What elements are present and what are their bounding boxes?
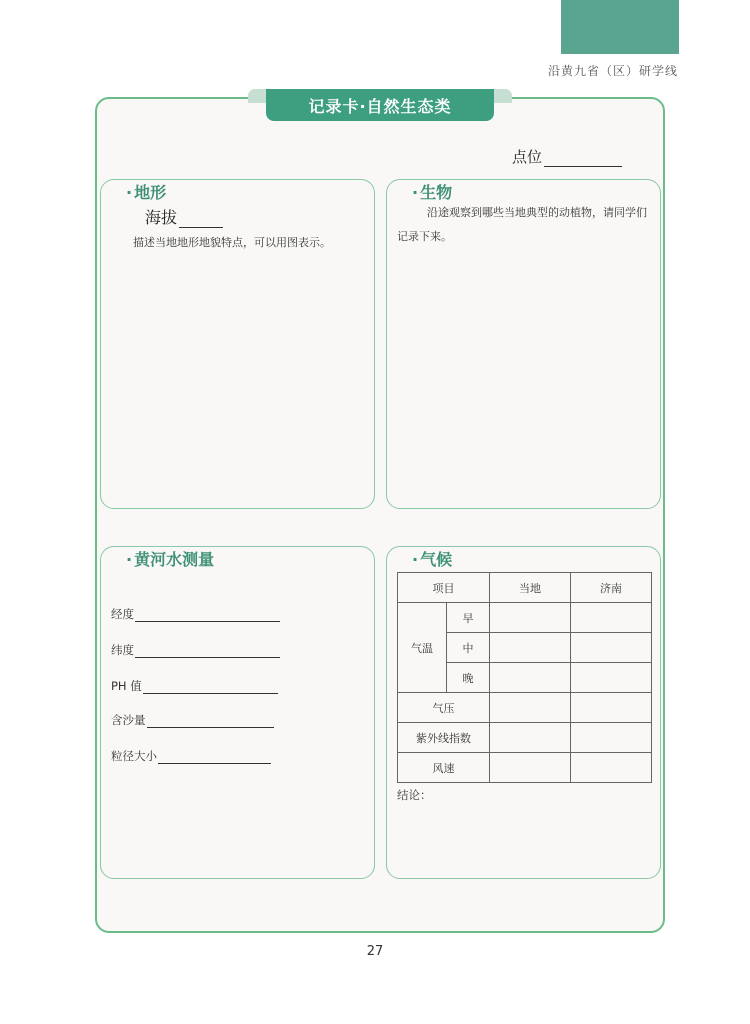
header-cell: 项目 (398, 573, 490, 603)
altitude-field (145, 205, 223, 228)
water-field-ph (111, 678, 278, 694)
row-label-cell: 紫外线指数 (398, 723, 490, 753)
water-field-sediment (111, 712, 274, 728)
data-cell[interactable] (490, 603, 571, 633)
card-title-banner (248, 89, 512, 123)
row-label-cell: 气压 (398, 693, 490, 723)
altitude-label: 海拔 (145, 208, 178, 227)
header-text: 沿黄九省（区）研学线 (547, 64, 678, 78)
terrain-description: 描述当地地形地貌特点，可以用图表示。 (133, 236, 331, 249)
card-title: 记录卡·自然生态类 (266, 89, 494, 121)
bullet-dot-icon: · (412, 550, 419, 569)
data-cell[interactable] (490, 723, 571, 753)
table-row (398, 573, 652, 603)
climate-panel (386, 546, 661, 879)
row-label-cell: 风速 (398, 753, 490, 783)
header-cell: 济南 (571, 573, 652, 603)
field-label: 纬度 (111, 643, 134, 657)
water-panel (100, 546, 375, 879)
data-cell[interactable] (490, 753, 571, 783)
data-cell[interactable] (571, 603, 652, 633)
bio-title-text: 生物 (420, 183, 453, 202)
field-input-line[interactable] (147, 714, 274, 728)
header-cell: 当地 (490, 573, 571, 603)
data-cell[interactable] (490, 663, 571, 693)
terrain-title (126, 180, 166, 203)
field-input-line[interactable] (135, 644, 280, 658)
water-field-latitude (111, 642, 280, 658)
bio-title (412, 180, 452, 203)
climate-table (397, 572, 652, 783)
water-title (126, 547, 214, 570)
data-cell[interactable] (490, 633, 571, 663)
climate-title-text: 气候 (420, 550, 453, 569)
point-label: 点位 (512, 148, 543, 166)
row-label-cell: 早 (447, 603, 490, 633)
altitude-input-line[interactable] (179, 211, 223, 228)
water-field-longitude (111, 606, 280, 622)
page-number: 27 (366, 944, 384, 959)
field-label: 粒径大小 (111, 749, 157, 763)
water-field-particle (111, 748, 271, 764)
data-cell[interactable] (490, 693, 571, 723)
field-label: 含沙量 (111, 713, 146, 727)
data-cell[interactable] (571, 633, 652, 663)
field-input-line[interactable] (158, 750, 271, 764)
field-label: PH 值 (111, 679, 142, 693)
field-input-line[interactable] (143, 680, 278, 694)
table-row (398, 603, 652, 633)
bio-panel (386, 179, 661, 509)
bullet-dot-icon: · (126, 183, 133, 202)
data-cell[interactable] (571, 663, 652, 693)
terrain-panel (100, 179, 375, 509)
point-input-line[interactable] (544, 150, 622, 167)
bio-description: 沿途观察到哪些当地典型的动植物，请同学们记录下来。 (397, 206, 647, 243)
data-cell[interactable] (571, 693, 652, 723)
field-input-line[interactable] (135, 608, 280, 622)
row-label-cell: 中 (447, 633, 490, 663)
data-cell[interactable] (571, 723, 652, 753)
point-field (512, 146, 622, 167)
header-tab (561, 0, 679, 54)
bullet-dot-icon: · (126, 550, 133, 569)
data-cell[interactable] (571, 753, 652, 783)
field-label: 经度 (111, 607, 134, 621)
climate-title (412, 547, 452, 570)
table-row (398, 753, 652, 783)
water-title-text: 黄河水测量 (134, 550, 215, 569)
terrain-title-text: 地形 (134, 183, 167, 202)
table-row (398, 723, 652, 753)
bullet-dot-icon: · (412, 183, 419, 202)
table-row (398, 693, 652, 723)
row-label-cell: 晚 (447, 663, 490, 693)
conclusion-label: 结论： (397, 788, 432, 802)
row-label-cell: 气温 (398, 603, 447, 693)
